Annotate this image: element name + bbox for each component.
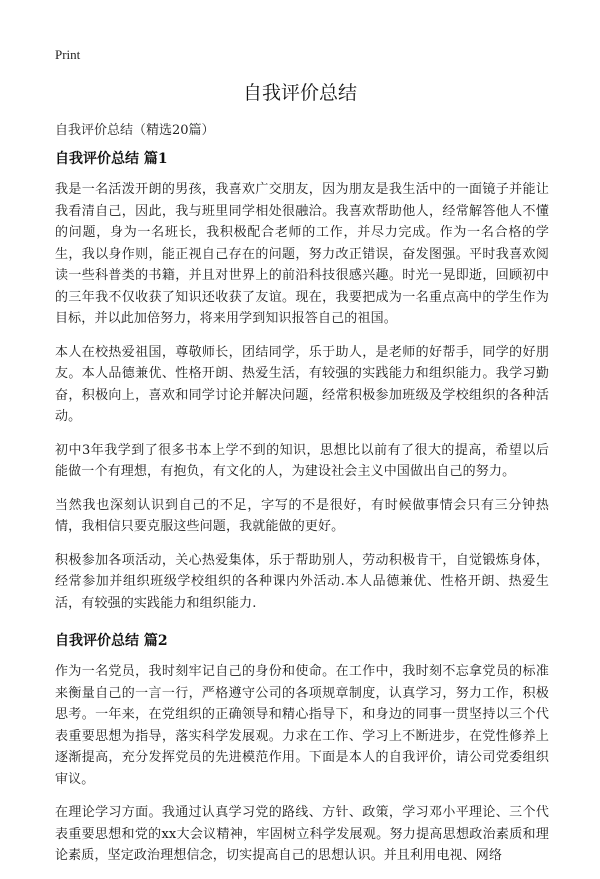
section: [55, 150, 549, 614]
paragraph: 当然我也深刻认识到自己的不足，字写的不是很好，有时候做事情会只有三分钟热情，我相信只要克服这些问题，我就能做的更好。: [55, 497, 549, 534]
paragraph: 作为一名党员，我时刻牢记自己的身份和使命。在工作中，我时刻不忘拿党员的标准来衡量自己的一言一行，严格遵守公司的各项规章制度，认真学习，努力工作，积极思考。一年来，在党组织的正确领导和精心指导下，和身边的同事一贯坚持以三个代表重要思想为指导，落实科学发展观。力求在工作、学习上不断进步，在党性修养上逐渐提高，充分发挥党员的先进模范作用。下面是本人的自我评价，请公司党委组织审议。: [55, 664, 549, 787]
section-heading: 自我评价总结 篇2: [55, 633, 168, 649]
paragraph: 积极参加各项活动，关心热爱集体，乐于帮助别人，劳动积极肯干，自觉锻炼身体，经常参加并组织班级学校组织的各种课内外活动.本人品德兼优、性格开朗、热爱生活，有较强的实践能力和组织能力.: [55, 552, 549, 611]
document-body: [55, 150, 549, 879]
page-title: 自我评价总结: [242, 82, 357, 104]
paragraph: 初中3年我学到了很多书本上学不到的知识，思想比以前有了很大的提高，希望以后能做一个有理想，有抱负，有文化的人，为建设社会主义中国做出自己的努力。: [55, 442, 549, 479]
print-link[interactable]: Print: [55, 47, 81, 62]
document-subtitle: 自我评价总结（精选20篇）: [55, 123, 215, 138]
section-heading: 自我评价总结 篇1: [55, 151, 168, 167]
paragraph: 在理论学习方面。我通过认真学习党的路线、方针、政策，学习邓小平理论、三个代表重要思想和党的xx大会议精神，牢固树立科学发展观。努力提高思想政治素质和理论素质，坚定政治理想信念，切实提高自己的思想认识。并且利用电视、网络: [55, 805, 549, 863]
paragraph: 我是一名活泼开朗的男孩，我喜欢广交朋友，因为朋友是我生活中的一面镜子并能让我看清自己，因此，我与班里同学相处很融洽。我喜欢帮助他人，经常解答他人不懂的问题，身为一名班长，我积极配合老师的工作，并尽力完成。作为一名合格的学生，我以身作则，能正视自己存在的问题，努力改正错误，奋发图强。平时我喜欢阅读一些科普类的书籍，并且对世界上的前沿科技很感兴趣。时光一晃即逝，回顾初中的三年我不仅收获了知识还收获了友谊。现在，我要把成为一名重点高中的学生作为目标，并以此加倍努力，将来用学到知识报答自己的祖国。: [55, 182, 549, 326]
section: [55, 632, 549, 867]
paragraph: 本人在校热爱祖国，尊敬师长，团结同学，乐于助人，是老师的好帮手，同学的好朋友。本人品德兼优、性格开朗、热爱生活，有较强的实践能力和组织能力。我学习勤奋，积极向上，喜欢和同学讨论并解决问题，经常积极参加班级及学校组织的各种活动。: [55, 344, 549, 424]
